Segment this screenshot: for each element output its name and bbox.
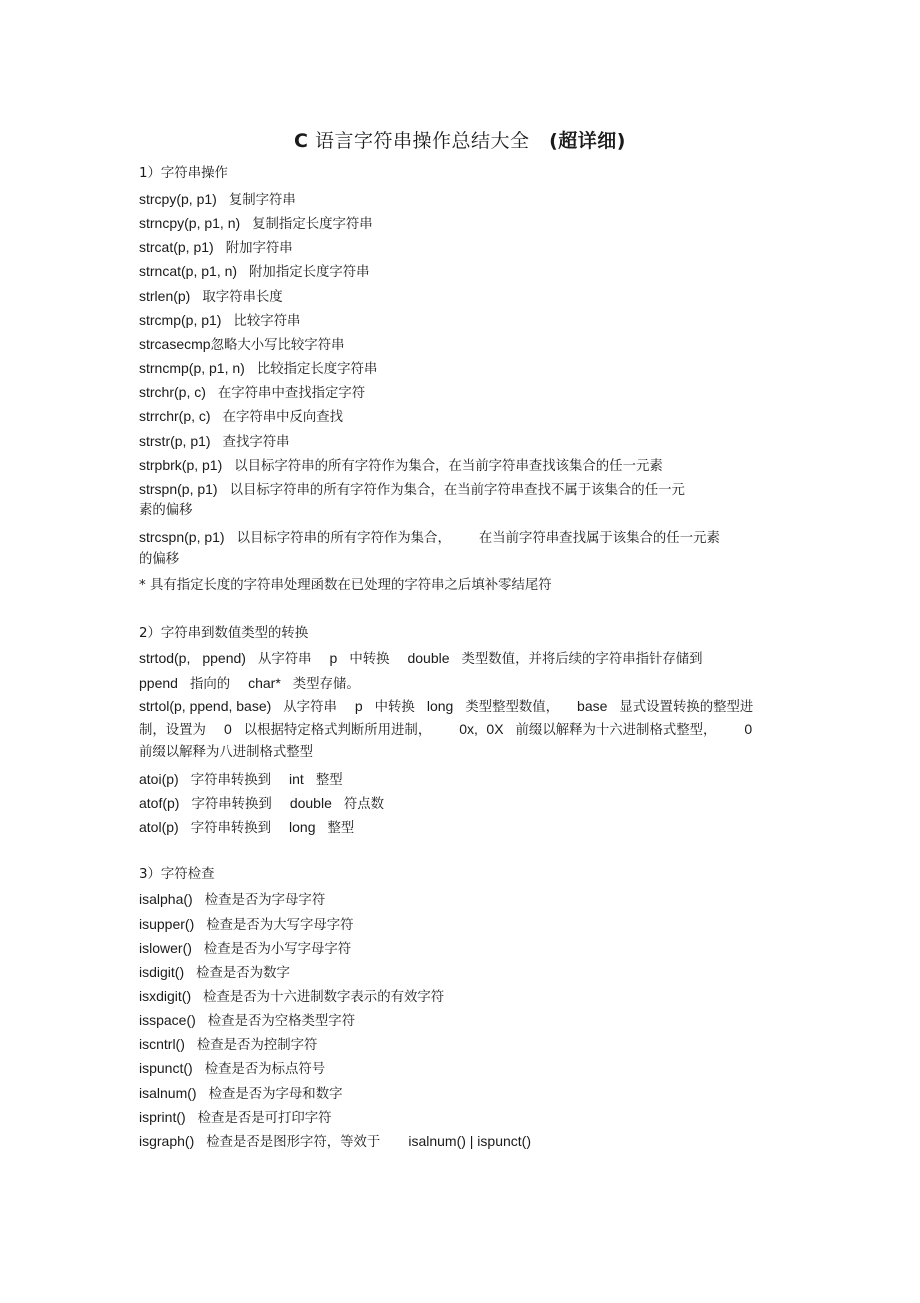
page-title <box>0 126 920 153</box>
list-item: strlen(p) 取字符串长度 <box>139 288 283 305</box>
list-item: strchr(p, c) 在字符串中查找指定字符 <box>139 384 366 401</box>
title-c: C <box>294 130 309 152</box>
list-item: ispunct() 检查是否为标点符号 <box>139 1060 326 1077</box>
list-item: islower() 检查是否为小写字母字符 <box>139 940 352 957</box>
list-item: atof(p) 字符串转换到 double 符点数 <box>139 795 385 812</box>
list-item: strpbrk(p, p1) 以目标字符串的所有字符作为集合，在当前字符串查找该集合的任一元素 <box>139 457 663 474</box>
list-item: strcspn(p, p1) 以目标字符串的所有字符作为集合， 在当前字符串查找属于该集合的任一元素 <box>139 529 720 546</box>
list-item: isprint() 检查是否是可打印字符 <box>139 1109 332 1126</box>
list-item: isdigit() 检查是否为数字 <box>139 964 290 981</box>
section-heading: 3）字符检查 <box>139 867 215 882</box>
list-item: strrchr(p, c) 在字符串中反向查找 <box>139 408 344 425</box>
strtod-line-1: strtod(p, ppend) 从字符串 p 中转换 double 类型数值，并将后续的字符串指针存储到 <box>139 650 703 667</box>
strtol-line-3: 前缀以解释为八进制格式整型 <box>139 745 314 760</box>
list-item: isspace() 检查是否为空格类型字符 <box>139 1012 356 1029</box>
list-item-continuation: 的偏移 <box>139 552 180 567</box>
list-item: strstr(p, p1) 查找字符串 <box>139 433 290 450</box>
list-item: atol(p) 字符串转换到 long 整型 <box>139 819 355 836</box>
list-item: isalnum() 检查是否为字母和数字 <box>139 1085 343 1102</box>
strtod-line-2: ppend 指向的 char* 类型存储。 <box>139 675 360 692</box>
list-item: strncat(p, p1, n) 附加指定长度字符串 <box>139 263 370 280</box>
list-item: strcasecmp忽略大小写比较字符串 <box>139 336 345 353</box>
note: * 具有指定长度的字符串处理函数在已处理的字符串之后填补零结尾符 <box>139 578 552 593</box>
title-main: 语言字符串操作总结大全 <box>308 130 530 152</box>
list-item: strcmp(p, p1) 比较字符串 <box>139 312 301 329</box>
list-item: isupper() 检查是否为大写字母字符 <box>139 916 354 933</box>
list-item: iscntrl() 检查是否为控制字符 <box>139 1036 318 1053</box>
section-heading: 1）字符串操作 <box>139 166 228 181</box>
list-item: atoi(p) 字符串转换到 int 整型 <box>139 771 343 788</box>
list-item: isalpha() 检查是否为字母字符 <box>139 891 326 908</box>
list-item: isxdigit() 检查是否为十六进制数字表示的有效字符 <box>139 988 445 1005</box>
list-item: strncmp(p, p1, n) 比较指定长度字符串 <box>139 360 378 377</box>
strtol-line-1: strtol(p, ppend, base) 从字符串 p 中转换 long 类型整型数值， base 显式设置转换的整型进 <box>139 698 754 715</box>
strtol-line-2: 制，设置为 0 以根据特定格式判断所用进制， 0x, 0X 前缀以解释为十六进制格式整型， 0 <box>139 721 753 738</box>
list-item: strcat(p, p1) 附加字符串 <box>139 239 293 256</box>
title-detail: (超详细) <box>549 130 626 152</box>
list-item: isgraph() 检查是否是图形字符，等效于 isalnum() | ispunct() <box>139 1133 531 1150</box>
section-heading: 2）字符串到数值类型的转换 <box>139 626 309 641</box>
list-item: strcpy(p, p1) 复制字符串 <box>139 191 296 208</box>
list-item: strspn(p, p1) 以目标字符串的所有字符作为集合，在当前字符串查找不属于该集合的任一元 <box>139 481 685 498</box>
list-item: strncpy(p, p1, n) 复制指定长度字符串 <box>139 215 373 232</box>
list-item-continuation: 素的偏移 <box>139 503 193 518</box>
